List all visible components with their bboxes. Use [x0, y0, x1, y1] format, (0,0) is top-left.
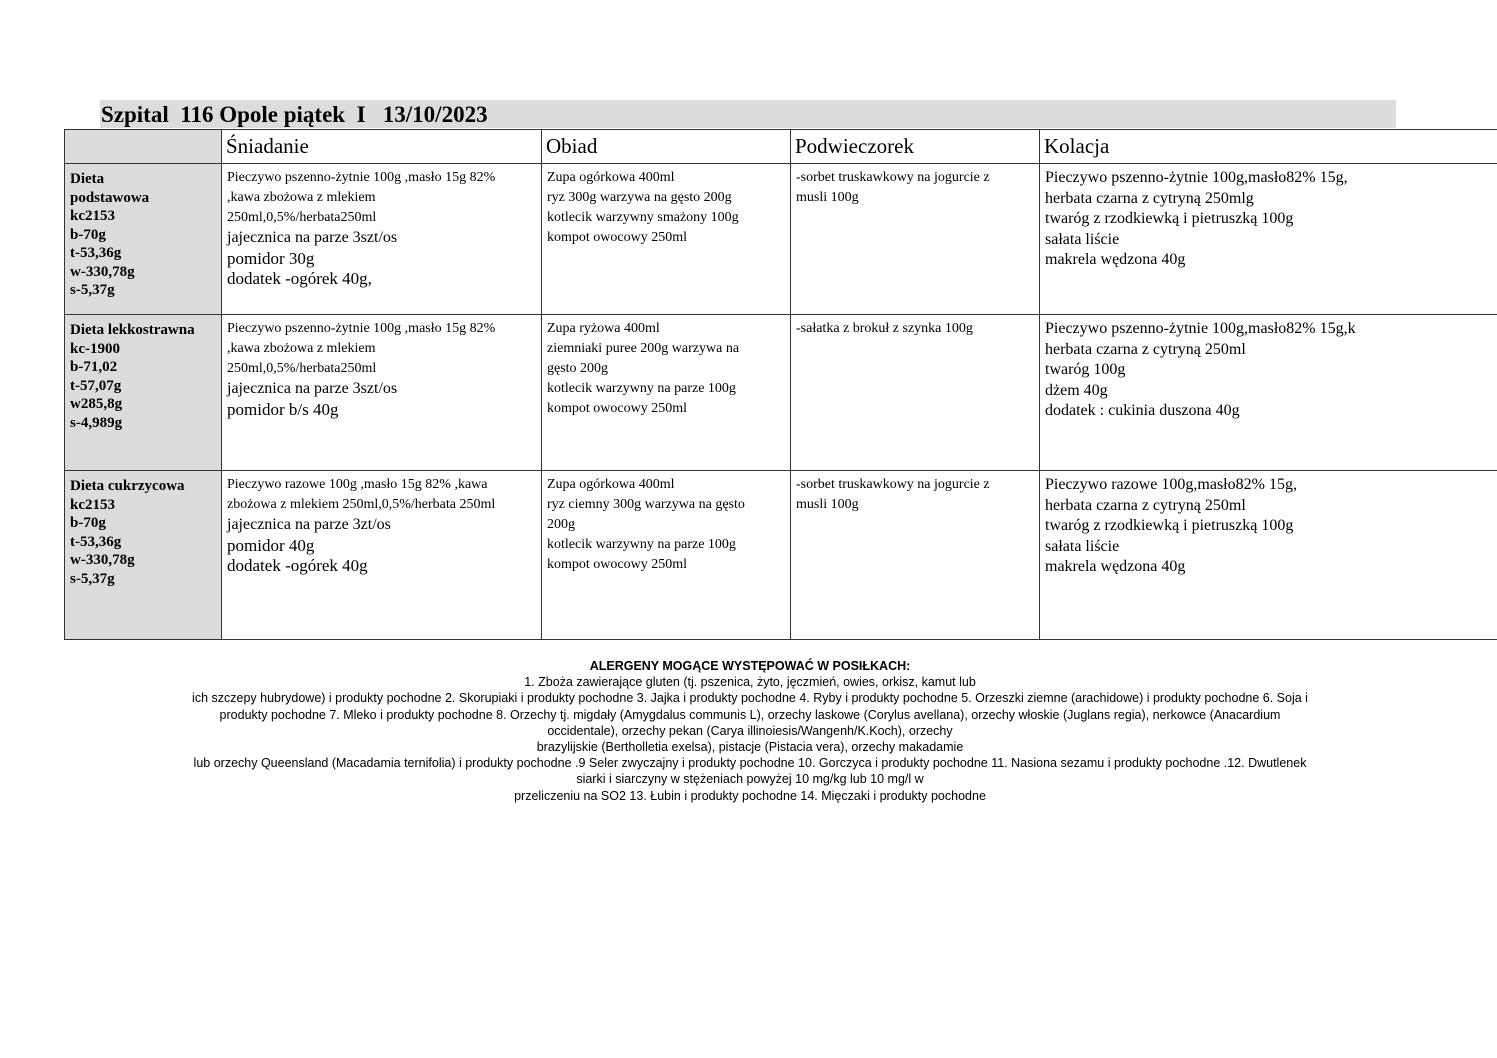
dinner-line: kotlecik warzywny na parze 100g: [547, 537, 736, 552]
snack-line: musli 100g: [796, 497, 859, 512]
diet-line: b-71,02: [70, 359, 118, 375]
allergens-line: brazylijskie (Bertholletia exelsa), pistacje (Pistacia vera), orzechy makadamie: [536, 740, 964, 755]
dinner-line: Zupa ogórkowa 400ml: [547, 170, 675, 185]
breakfast-line: ,kawa zbożowa z mlekiem: [227, 341, 376, 356]
diet-line: t-53,36g: [70, 533, 122, 550]
diet-line: t-53,36g: [70, 245, 122, 261]
allergens-line: 1. Zboża zawierające gluten (tj. pszenica, żyto, jęczmień, owies, orkisz, kamut lub: [524, 675, 976, 690]
diet-line: podstawowa: [70, 189, 150, 206]
breakfast-line: zbożowa z mlekiem 250ml,0,5%/herbata 250ml: [227, 497, 496, 512]
dinner-line: kompot owocowy 250ml: [547, 401, 687, 416]
diet-line: s-5,37g: [70, 570, 115, 587]
diet-line: s-5,37g: [70, 282, 115, 298]
table-row: [65, 315, 1497, 471]
breakfast-line: pomidor 30g: [227, 248, 315, 268]
breakfast-line: Pieczywo razowe 100g ,masło 15g 82% ,kawa: [227, 477, 488, 492]
dinner-line: kotlecik warzywny na parze 100g: [547, 381, 736, 396]
header-corner: [65, 130, 222, 164]
diet-cell: [65, 315, 222, 471]
dinner-line: kompot owocowy 250ml: [547, 230, 687, 245]
diet-line: Dieta cukrzycowa: [70, 478, 185, 494]
menu-body: [65, 164, 1497, 640]
header-supper: Kolacja: [1040, 130, 1497, 164]
dinner-cell: [542, 471, 791, 640]
breakfast-line: pomidor 40g: [227, 535, 315, 555]
dinner-line: kotlecik warzywny smażony 100g: [547, 210, 739, 225]
diet-line: t-57,07g: [70, 377, 122, 394]
diet-cell: [65, 471, 222, 640]
diet-line: kc2153: [70, 208, 115, 224]
supper-cell: [1040, 315, 1497, 471]
supper-line: makrela wędzona 40g: [1045, 251, 1186, 268]
snack-line: -sorbet truskawkowy na jogurcie z: [796, 477, 990, 492]
diet-line: w-330,78g: [70, 552, 135, 568]
header-breakfast: Śniadanie: [222, 130, 542, 164]
breakfast-line: 250ml,0,5%/herbata250ml: [227, 361, 377, 376]
breakfast-line: 250ml,0,5%/herbata250ml: [227, 210, 377, 225]
header-snack: Podwieczorek: [791, 130, 1040, 164]
breakfast-line: dodatek -ogórek 40g,: [227, 269, 372, 288]
supper-line: herbata czarna z cytryną 250ml: [1045, 340, 1246, 358]
diet-line: w-330,78g: [70, 263, 135, 280]
allergens-title: ALERGENY MOGĄCE WYSTĘPOWAĆ W POSIŁKACH:: [589, 659, 911, 673]
dinner-line: ryz 300g warzywa na gęsto 200g: [547, 190, 732, 205]
snack-line: musli 100g: [796, 190, 859, 205]
diet-line: b-70g: [70, 515, 106, 531]
supper-cell: [1040, 164, 1497, 315]
supper-line: Pieczywo razowe 100g,masło82% 15g,: [1045, 476, 1297, 493]
breakfast-line: jajecznica na parze 3szt/os: [227, 380, 398, 397]
snack-line: -sałatka z brokuł z szynka 100g: [796, 321, 973, 336]
allergens-text: [100, 674, 1400, 804]
supper-line: makrela wędzona 40g: [1045, 558, 1186, 575]
allergens-line: lub orzechy Queensland (Macadamia ternifolia) i produkty pochodne .9 Seler zwyczajny i produkty pochodne 10. Gorczyca i produkty pochodne 11. Nasiona sezamu i produkty pochodne .12. Dwutlenek: [193, 756, 1307, 771]
dinner-line: ryz ciemny 300g warzywa na gęsto: [547, 497, 745, 512]
supper-line: herbata czarna z cytryną 250ml: [1045, 496, 1246, 514]
supper-line: herbata czarna z cytryną 250mlg: [1045, 189, 1254, 207]
diet-cell: [65, 164, 222, 315]
snack-cell: [791, 164, 1040, 315]
breakfast-line: jajecznica na parze 3szt/os: [227, 229, 398, 246]
diet-line: kc2153: [70, 496, 115, 513]
menu-table: [64, 129, 1497, 640]
supper-line: Pieczywo pszenno-żytnie 100g,masło82% 15g,k: [1045, 320, 1356, 337]
breakfast-cell: [222, 164, 542, 315]
diet-line: s-4,989g: [70, 414, 123, 431]
allergens-line: produkty pochodne 7. Mleko i produkty pochodne 8. Orzechy tj. migdały (Amygdalus communis L), orzechy laskowe (Corylus avellana), orzechy włoskie (Juglans regia), nerkowce (Anacardium: [219, 707, 1281, 722]
snack-line: -sorbet truskawkowy na jogurcie z: [796, 170, 990, 185]
supper-line: twaróg z rzodkiewką i pietruszką 100g: [1045, 517, 1294, 534]
breakfast-line: pomidor b/s 40g: [227, 399, 339, 419]
dinner-line: gęsto 200g: [547, 361, 609, 376]
supper-line: sałata liście: [1045, 230, 1120, 248]
table-row: [65, 164, 1497, 315]
dinner-cell: [542, 164, 791, 315]
allergens-line: przeliczeniu na SO2 13. Łubin i produkty pochodne 14. Mięczaki i produkty pochodne: [514, 788, 986, 803]
table-row: [65, 471, 1497, 640]
breakfast-cell: [222, 471, 542, 640]
dinner-line: ziemniaki puree 200g warzywa na: [547, 341, 740, 356]
dinner-line: 200g: [547, 517, 575, 532]
breakfast-cell: [222, 315, 542, 471]
snack-cell: [791, 471, 1040, 640]
header-row: [65, 130, 1497, 164]
dinner-line: Zupa ogórkowa 400ml: [547, 477, 675, 492]
header-dinner: Obiad: [542, 130, 791, 164]
breakfast-line: Pieczywo pszenno-żytnie 100g ,masło 15g 82%: [227, 170, 496, 185]
diet-line: Dieta: [70, 171, 105, 187]
allergens-line: occidentale), orzechy pekan (Carya illinoiesis/Wangenh/K.Koch), orzechy: [547, 723, 953, 738]
supper-line: twaróg 100g: [1045, 361, 1126, 378]
snack-cell: [791, 315, 1040, 471]
allergens-line: siarki i siarczyny w stężeniach powyżej 10 mg/kg lub 10 mg/l w: [576, 772, 924, 787]
breakfast-line: Pieczywo pszenno-żytnie 100g ,masło 15g 82%: [227, 321, 496, 336]
supper-line: Pieczywo pszenno-żytnie 100g,masło82% 15g,: [1045, 169, 1348, 186]
dinner-line: Zupa ryżowa 400ml: [547, 321, 660, 336]
allergens-section: [100, 658, 1400, 804]
allergens-line: ich szczepy hubrydowe) i produkty pochodne 2. Skorupiaki i produkty pochodne 3. Jajka i produkty pochodne 4. Ryby i produkty pochodne 5. Orzeszki ziemne (arachidowe) i produkty pochodne 6. Soja i: [192, 691, 1308, 706]
dinner-cell: [542, 315, 791, 471]
diet-line: Dieta lekkostrawna: [70, 322, 195, 338]
breakfast-line: dodatek -ogórek 40g: [227, 556, 368, 575]
supper-line: twaróg z rzodkiewką i pietruszką 100g: [1045, 210, 1294, 227]
supper-line: sałata liście: [1045, 537, 1120, 555]
breakfast-line: ,kawa zbożowa z mlekiem: [227, 190, 376, 205]
diet-line: kc-1900: [70, 340, 120, 357]
breakfast-line: jajecznica na parze 3zt/os: [227, 516, 391, 533]
dinner-line: kompot owocowy 250ml: [547, 557, 687, 572]
diet-line: w285,8g: [70, 396, 123, 412]
supper-line: dżem 40g: [1045, 381, 1108, 399]
diet-line: b-70g: [70, 226, 106, 243]
supper-cell: [1040, 471, 1497, 640]
supper-line: dodatek : cukinia duszona 40g: [1045, 402, 1240, 419]
page-title: Szpital 116 Opole piątek I 13/10/2023: [101, 102, 488, 127]
